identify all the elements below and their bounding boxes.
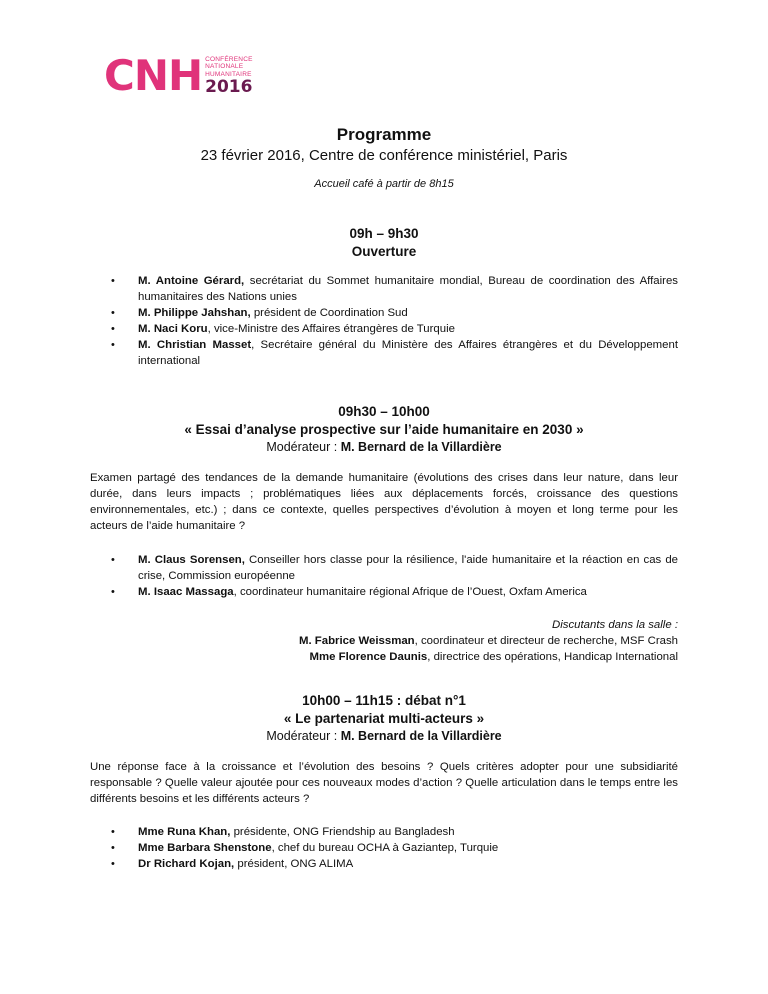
discussant-name: Mme Florence Daunis <box>309 651 428 663</box>
bullet-icon: • <box>111 858 115 870</box>
logo-side <box>205 56 253 97</box>
moderator-line <box>90 728 678 744</box>
speaker-name: M. Isaac Massaga <box>138 586 234 598</box>
speaker-name: M. Christian Masset <box>138 339 252 351</box>
session-description: Examen partagé des tendances de la demande humanitaire (évolutions des crises dans leur nature, dans leur durée, dans leurs impacts ; problématiques liées aux déplacements forcés, croissance des questions environnementales, etc.) ; dans ce contexte, quelles perspectives d’évolution à moyen et long terme pour les acteurs de l’aide humanitaire ? <box>90 472 678 532</box>
discussants-block <box>90 617 678 665</box>
cnh-2016-logo <box>104 52 253 100</box>
logo-sub-line: CONFÉRENCE <box>205 55 253 63</box>
session-heading <box>90 403 678 455</box>
speaker-role: , chef du bureau OCHA à Gaziantep, Turquie <box>271 842 499 854</box>
speaker-name: M. Naci Koru <box>138 323 208 335</box>
programme-page <box>90 124 678 872</box>
speaker-list <box>90 273 678 369</box>
bullet-icon: • <box>111 842 115 854</box>
moderator-label: Modérateur : <box>266 729 341 743</box>
list-item <box>90 824 678 840</box>
moderator-line <box>90 439 678 455</box>
session-description: Une réponse face à la croissance et l’évolution des besoins ? Quels critères adopter pour une subsidiarité responsable ? Quelle valeur ajoutée pour ces nouveaux modes d’action ? Quelle articulation dans le temps entre les différents besoins et les différents acteurs ? <box>90 761 678 805</box>
speaker-role: président de Coordination Sud <box>250 307 408 319</box>
speaker-role: présidente, ONG Friendship au Bangladesh <box>230 826 455 838</box>
list-item <box>90 305 678 321</box>
session-heading <box>90 692 678 744</box>
speaker-role: président, ONG ALIMA <box>234 858 354 870</box>
session-prospective <box>90 403 678 665</box>
discussant <box>90 649 678 665</box>
bullet-icon: • <box>111 275 115 287</box>
speaker-name: M. Antoine Gérard, <box>138 275 245 287</box>
speaker-name: Mme Runa Khan, <box>138 826 231 838</box>
speaker-name: M. Claus Sorensen, <box>138 554 245 566</box>
bullet-icon: • <box>111 339 115 351</box>
document-header <box>90 124 678 190</box>
session-time: 09h30 – 10h00 <box>338 404 430 419</box>
moderator-name: M. Bernard de la Villardière <box>340 729 502 743</box>
list-item <box>90 856 678 872</box>
bullet-icon: • <box>111 586 115 598</box>
speaker-role: , coordinateur humanitaire régional Afrique de l’Ouest, Oxfam America <box>233 586 587 598</box>
logo-sub-line: HUMANITAIRE <box>205 70 252 78</box>
bullet-icon: • <box>111 323 115 335</box>
session-title: Ouverture <box>351 244 417 259</box>
discussant <box>90 633 678 649</box>
bullet-icon: • <box>111 826 115 838</box>
session-title: « Essai d’analyse prospective sur l’aide humanitaire en 2030 » <box>184 422 584 437</box>
session-title: « Le partenariat multi-acteurs » <box>283 711 485 726</box>
moderator-name: M. Bernard de la Villardière <box>340 440 502 454</box>
bullet-icon: • <box>111 554 115 566</box>
discussants-heading: Discutants dans la salle : <box>552 619 678 631</box>
speaker-role: secrétariat du Sommet humanitaire mondial, Bureau de coordination des Affaires humanitaires des Nations unies <box>138 275 678 303</box>
speaker-list <box>90 552 678 600</box>
moderator-label: Modérateur : <box>266 440 341 454</box>
list-item <box>90 321 678 337</box>
logo-year: 2016 <box>205 77 253 98</box>
discussant-role: , coordinateur et directeur de recherche, MSF Crash <box>414 635 678 647</box>
list-item <box>90 337 678 369</box>
logo-mark: CNH <box>104 51 203 100</box>
welcome-note: Accueil café à partir de 8h15 <box>314 178 454 190</box>
speaker-list <box>90 824 678 872</box>
list-item <box>90 840 678 856</box>
speaker-role: , vice-Ministre des Affaires étrangères de Turquie <box>207 323 455 335</box>
speaker-name: Dr Richard Kojan, <box>138 858 235 870</box>
session-opening <box>90 225 678 369</box>
session-heading <box>90 225 678 261</box>
speaker-role: Conseiller hors classe pour la résilience, l'aide humanitaire et la réaction en cas de crise, Commission européenne <box>138 554 678 582</box>
speaker-name: M. Philippe Jahshan, <box>138 307 251 319</box>
list-item <box>90 273 678 305</box>
document-subtitle: 23 février 2016, Centre de conférence ministériel, Paris <box>200 147 568 164</box>
bullet-icon: • <box>111 307 115 319</box>
discussant-name: M. Fabrice Weissman <box>298 635 415 647</box>
list-item <box>90 552 678 584</box>
list-item <box>90 584 678 600</box>
session-time: 10h00 – 11h15 : débat n°1 <box>302 693 466 708</box>
session-time: 09h – 9h30 <box>349 226 419 241</box>
speaker-name: Mme Barbara Shenstone <box>138 842 272 854</box>
discussant-role: , directrice des opérations, Handicap International <box>427 651 678 663</box>
speaker-role: , Secrétaire général du Ministère des Affaires étrangères et du Développement international <box>138 339 678 367</box>
session-debate-1 <box>90 692 678 872</box>
logo-sub-line: NATIONALE <box>205 63 244 71</box>
document-title: Programme <box>336 125 432 144</box>
